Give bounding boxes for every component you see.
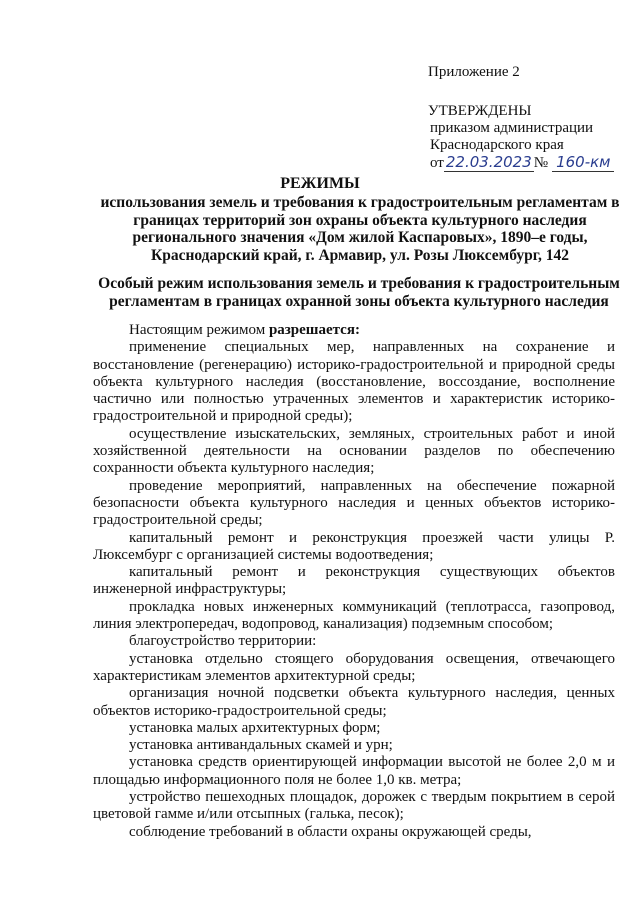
intro-bold: разрешается: — [268, 322, 360, 338]
intro-text: Настоящим режимом — [129, 322, 269, 338]
number-prefix: № — [533, 155, 549, 171]
date-prefix: от — [430, 155, 444, 171]
list-item: капитальный ремонт и реконструкция существующих объектов инженерной инфраструктуры; — [93, 564, 615, 598]
order-line-1: приказом администрации — [430, 120, 594, 136]
list-item: применение специальных мер, направленных на сохранение и восстановление (регенерацию) историко-градостроительной и природной среды объекта культурного наследия (восстановление, воссоздание, восполнение частично или полностью утраченных элементов и характеристик историко-градостроительной и природной среды); — [93, 339, 615, 425]
document-body — [93, 322, 615, 841]
list-item: осуществление изыскательских, земляных, строительных работ и иной хозяйственной деятельности на основании разделов по обеспечению сохранности объекта культурного наследия; — [93, 425, 615, 477]
list-item: установка средств ориентирующей информации высотой не более 2,0 м и площадью информационного поля не более 1,0 кв. метра; — [93, 754, 615, 788]
order-line-2: Краснодарского края — [430, 137, 564, 153]
handwritten-number: 160-км — [552, 154, 614, 172]
list-item: капитальный ремонт и реконструкция проезжей части улицы Р. Люксембург с организацией системы водоотведения; — [93, 529, 615, 563]
approval-block — [428, 64, 614, 172]
order-date-line — [428, 154, 614, 172]
list-item: прокладка новых инженерных коммуникаций (теплотрасса, газопровод, линия электропередач, водопровод, канализация) подземным способом; — [93, 598, 615, 633]
list-item: благоустройство территории: — [129, 633, 317, 650]
document-title: РЕЖИМЫ — [280, 175, 360, 192]
list-item: установка отдельно стоящего оборудования освещения, отвечающего характеристикам элементов архитектурной среды; — [93, 650, 615, 684]
handwritten-date: 22.03.2023 — [445, 153, 532, 171]
approved-label: УТВЕРЖДЕНЫ — [428, 103, 532, 119]
list-item: организация ночной подсветки объекта культурного наследия, ценных объектов историко-градостроительной среды; — [93, 685, 615, 719]
list-item: установка антивандальных скамей и урн; — [129, 737, 393, 754]
list-item: проведение мероприятий, направленных на обеспечение пожарной безопасности объекта культурного наследия и ценных объектов историко-градостроительной среды; — [93, 477, 615, 529]
section-title: Особый режим использования земель и требования к градостроительным регламентам в границах охранной зоны объекта культурного наследия — [98, 275, 620, 310]
appendix-label: Приложение 2 — [428, 64, 520, 80]
list-item: устройство пешеходных площадок, дорожек с твердым покрытием в серой цветовой гамме и/или отсыпных (галька, песок); — [93, 789, 615, 823]
list-item: установка малых архитектурных форм; — [129, 719, 381, 736]
list-item: соблюдение требований в области охраны окружающей среды, — [129, 823, 532, 840]
intro-paragraph — [93, 322, 615, 339]
document-subtitle: использования земель и требования к градостроительным регламентам в границах территорий зон охраны объекта культурного наследия регионального значения «Дом жилой Каспаровых», 1890–е годы, Краснодарский край, г. Армавир, ул. Розы Люксембург, 142 — [100, 194, 620, 264]
